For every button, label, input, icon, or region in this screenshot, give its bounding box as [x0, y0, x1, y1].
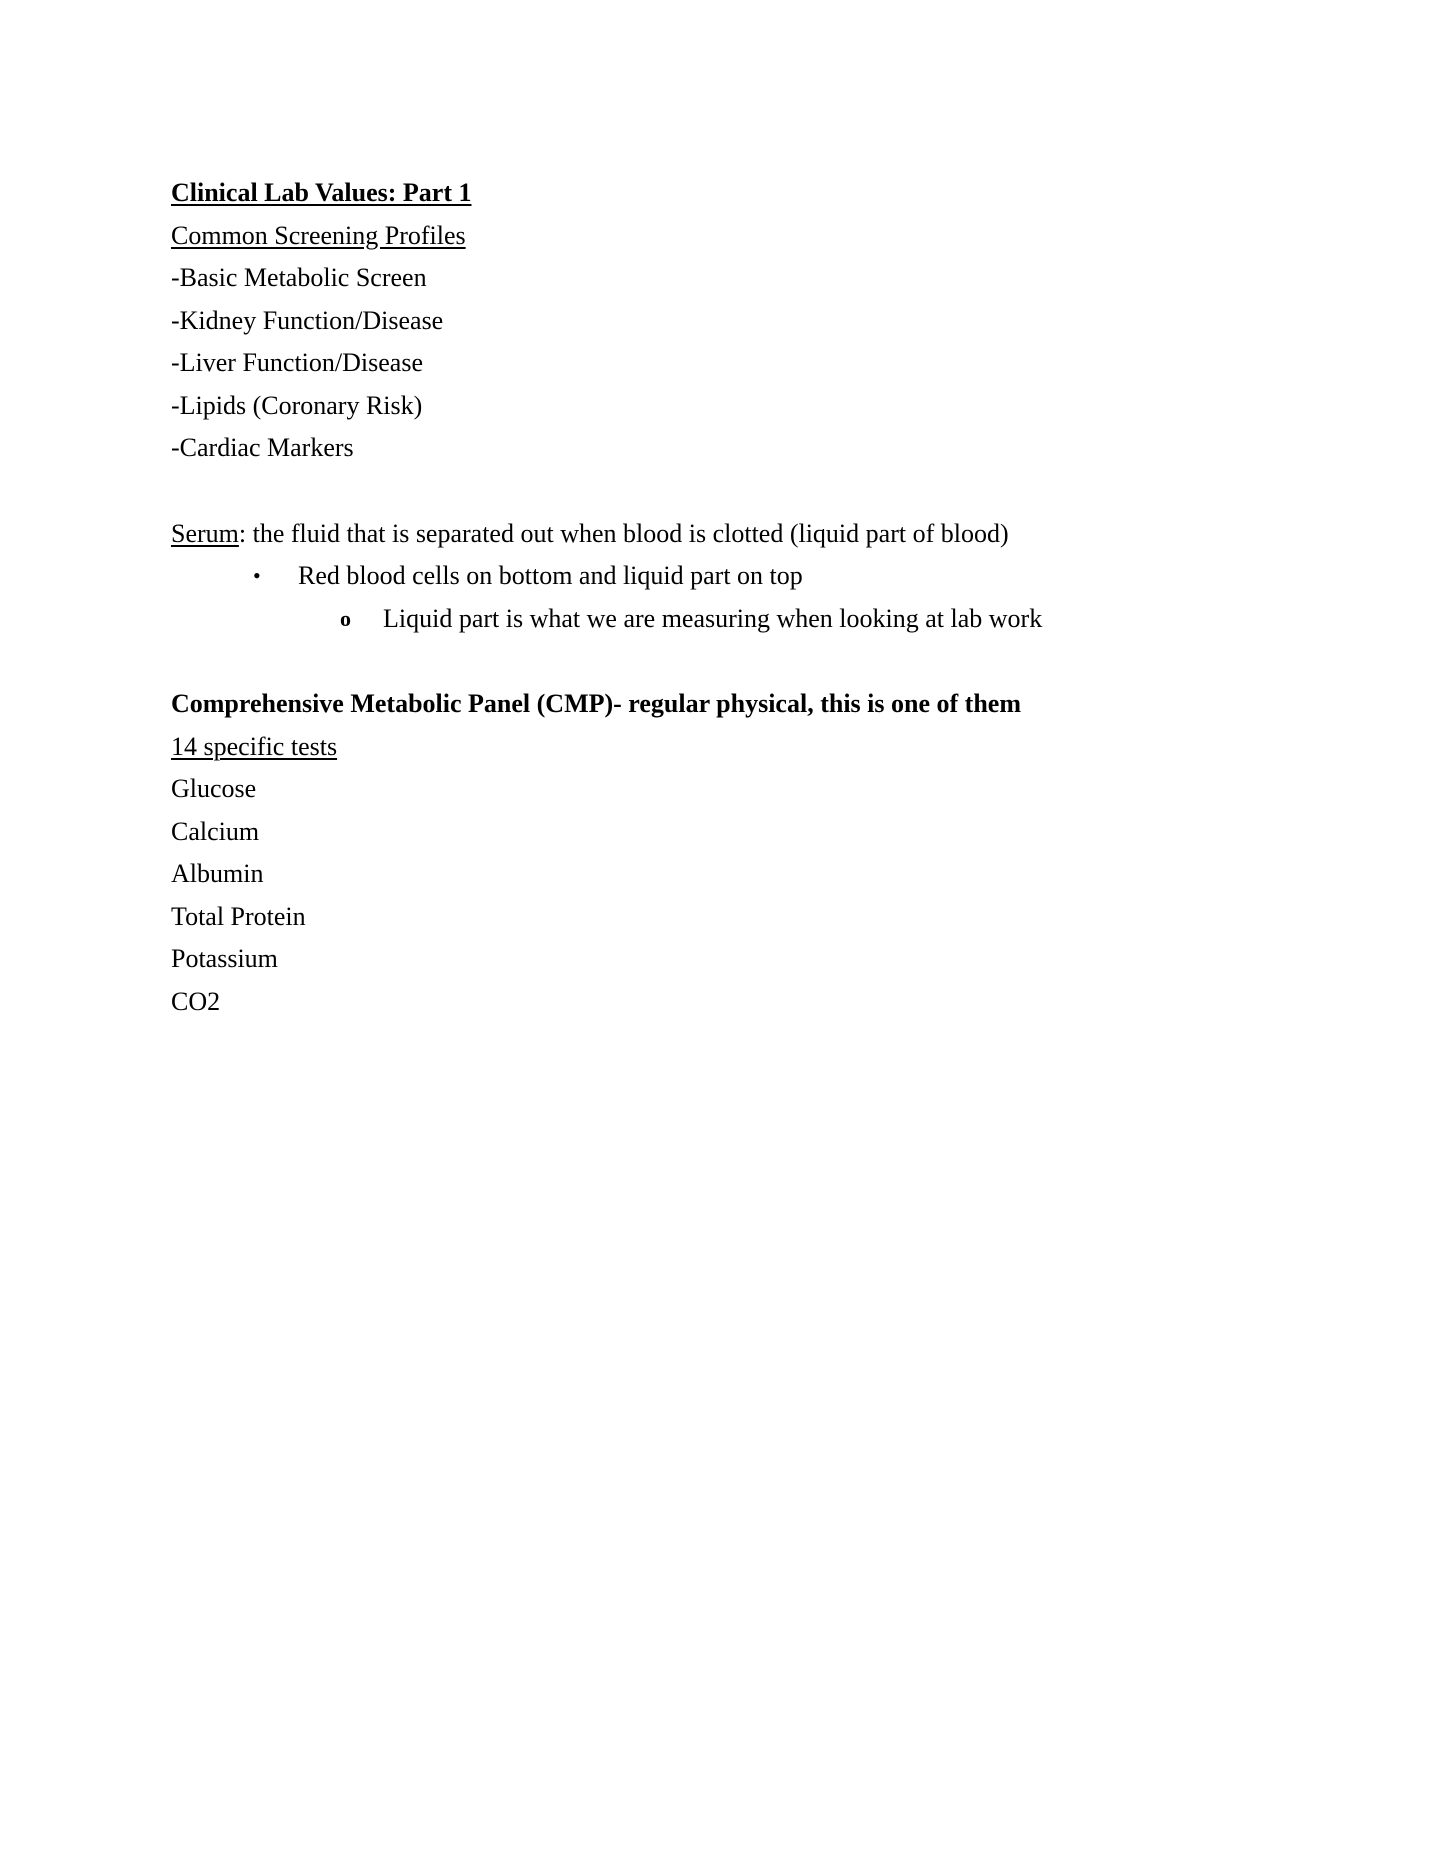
section-spacer [171, 640, 1321, 683]
cmp-test-glucose: Glucose [171, 774, 257, 803]
bullet-marker: • [253, 563, 261, 588]
bullet-text: Red blood cells on bottom and liquid part on top [298, 561, 803, 590]
section-spacer [171, 470, 1321, 513]
screening-item-basic-metabolic: -Basic Metabolic Screen [171, 263, 427, 292]
screening-item-kidney: -Kidney Function/Disease [171, 305, 444, 335]
screening-item-cardiac: -Cardiac Markers [171, 433, 354, 462]
cmp-heading: Comprehensive Metabolic Panel (CMP)- regular physical, this is one of them [171, 689, 1021, 718]
screening-item-liver: -Liver Function/Disease [171, 348, 423, 377]
cmp-test-co2: CO2 [171, 986, 221, 1016]
cmp-test-total-protein: Total Protein [171, 901, 306, 931]
cmp-subheading: 14 specific tests [171, 731, 338, 761]
serum-definition [171, 513, 1321, 556]
list-item [171, 598, 1321, 641]
cmp-test-albumin: Albumin [171, 859, 264, 888]
document-content [171, 172, 1321, 1023]
serum-definition-text: : the fluid that is separated out when blood is clotted (liquid part of blood) [238, 518, 1009, 548]
cmp-test-calcium: Calcium [171, 816, 260, 846]
serum-term: Serum [171, 518, 239, 548]
cmp-test-potassium: Potassium [171, 944, 278, 973]
screening-heading: Common Screening Profiles [171, 220, 466, 250]
sub-bullet-marker: o [340, 605, 351, 631]
list-item [171, 555, 1321, 598]
sub-bullet-text: Liquid part is what we are measuring when looking at lab work [383, 603, 1043, 633]
document-title: Clinical Lab Values: Part 1 [171, 178, 472, 207]
screening-item-lipids: -Lipids (Coronary Risk) [171, 390, 423, 420]
